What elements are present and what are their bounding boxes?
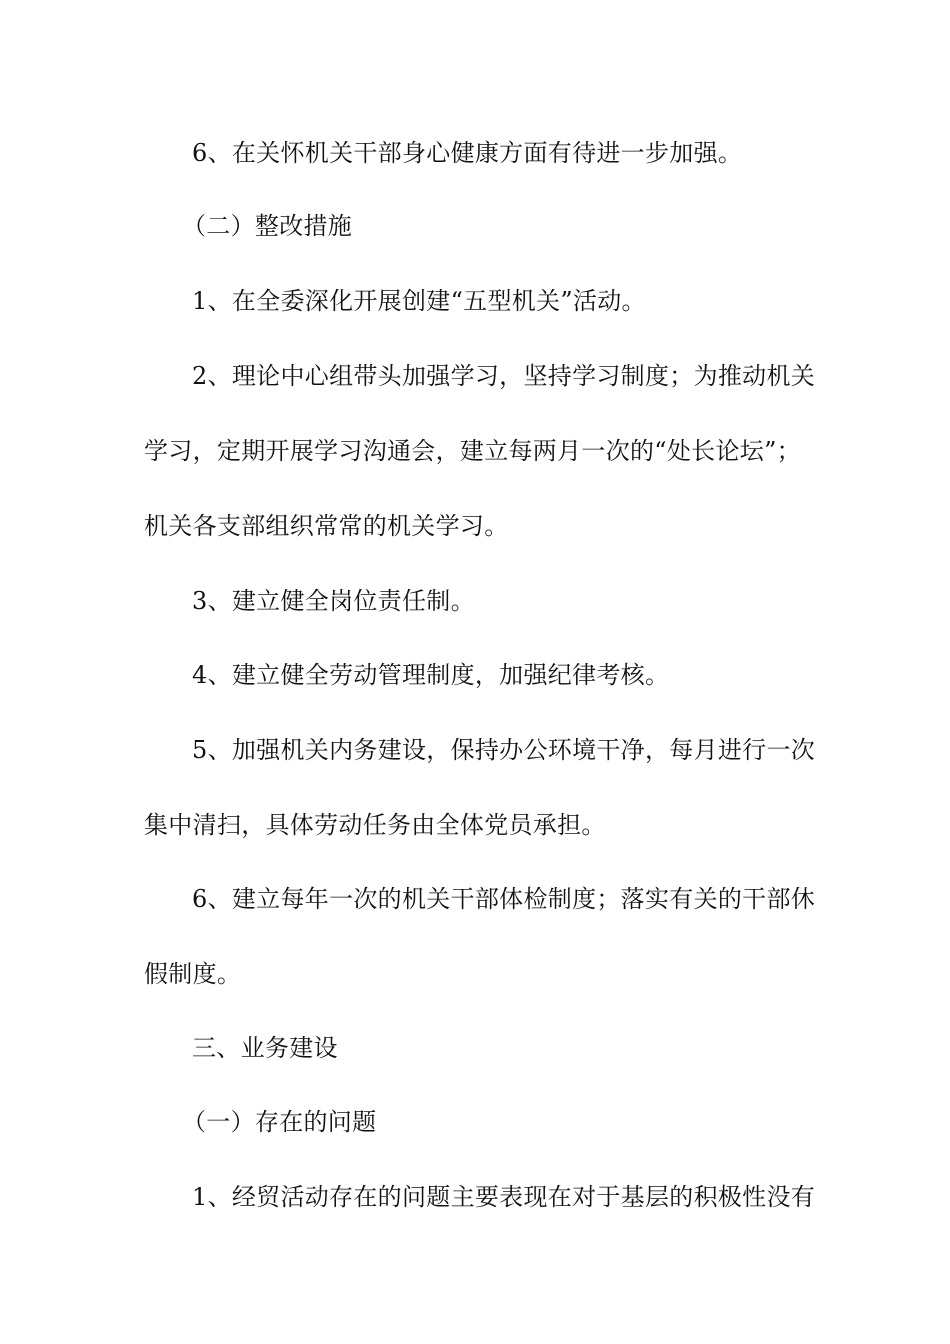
paragraph-item-1: 1、在全委深化开展创建“五型机关”活动。 <box>192 287 646 315</box>
section-heading-rectification: （二）整改措施 <box>182 212 353 240</box>
paragraph-item-6-health: 6、在关怀机关干部身心健康方面有待进一步加强。 <box>192 139 743 167</box>
paragraph-item-2-line-1: 2、理论中心组带头加强学习，坚持学习制度；为推动机关 <box>192 362 816 390</box>
paragraph-item-4: 4、建立健全劳动管理制度，加强纪律考核。 <box>192 661 670 689</box>
paragraph-item-2-line-2: 学习，定期开展学习沟通会，建立每两月一次的“处长论坛”； <box>144 437 801 465</box>
paragraph-item-6-line-1: 6、建立每年一次的机关干部体检制度；落实有关的干部休 <box>192 885 816 913</box>
paragraph-item-6-line-2: 假制度。 <box>144 960 242 988</box>
section-heading-business: 三、业务建设 <box>192 1034 338 1062</box>
section-heading-problems: （一）存在的问题 <box>182 1108 377 1136</box>
paragraph-problems-item-1: 1、经贸活动存在的问题主要表现在对于基层的积极性没有 <box>192 1183 816 1211</box>
paragraph-item-2-line-3: 机关各支部组织常常的机关学习。 <box>144 512 509 540</box>
paragraph-item-5-line-1: 5、加强机关内务建设，保持办公环境干净，每月进行一次 <box>192 736 816 764</box>
paragraph-item-5-line-2: 集中清扫，具体劳动任务由全体党员承担。 <box>144 811 606 839</box>
paragraph-item-3: 3、建立健全岗位责任制。 <box>192 587 475 615</box>
